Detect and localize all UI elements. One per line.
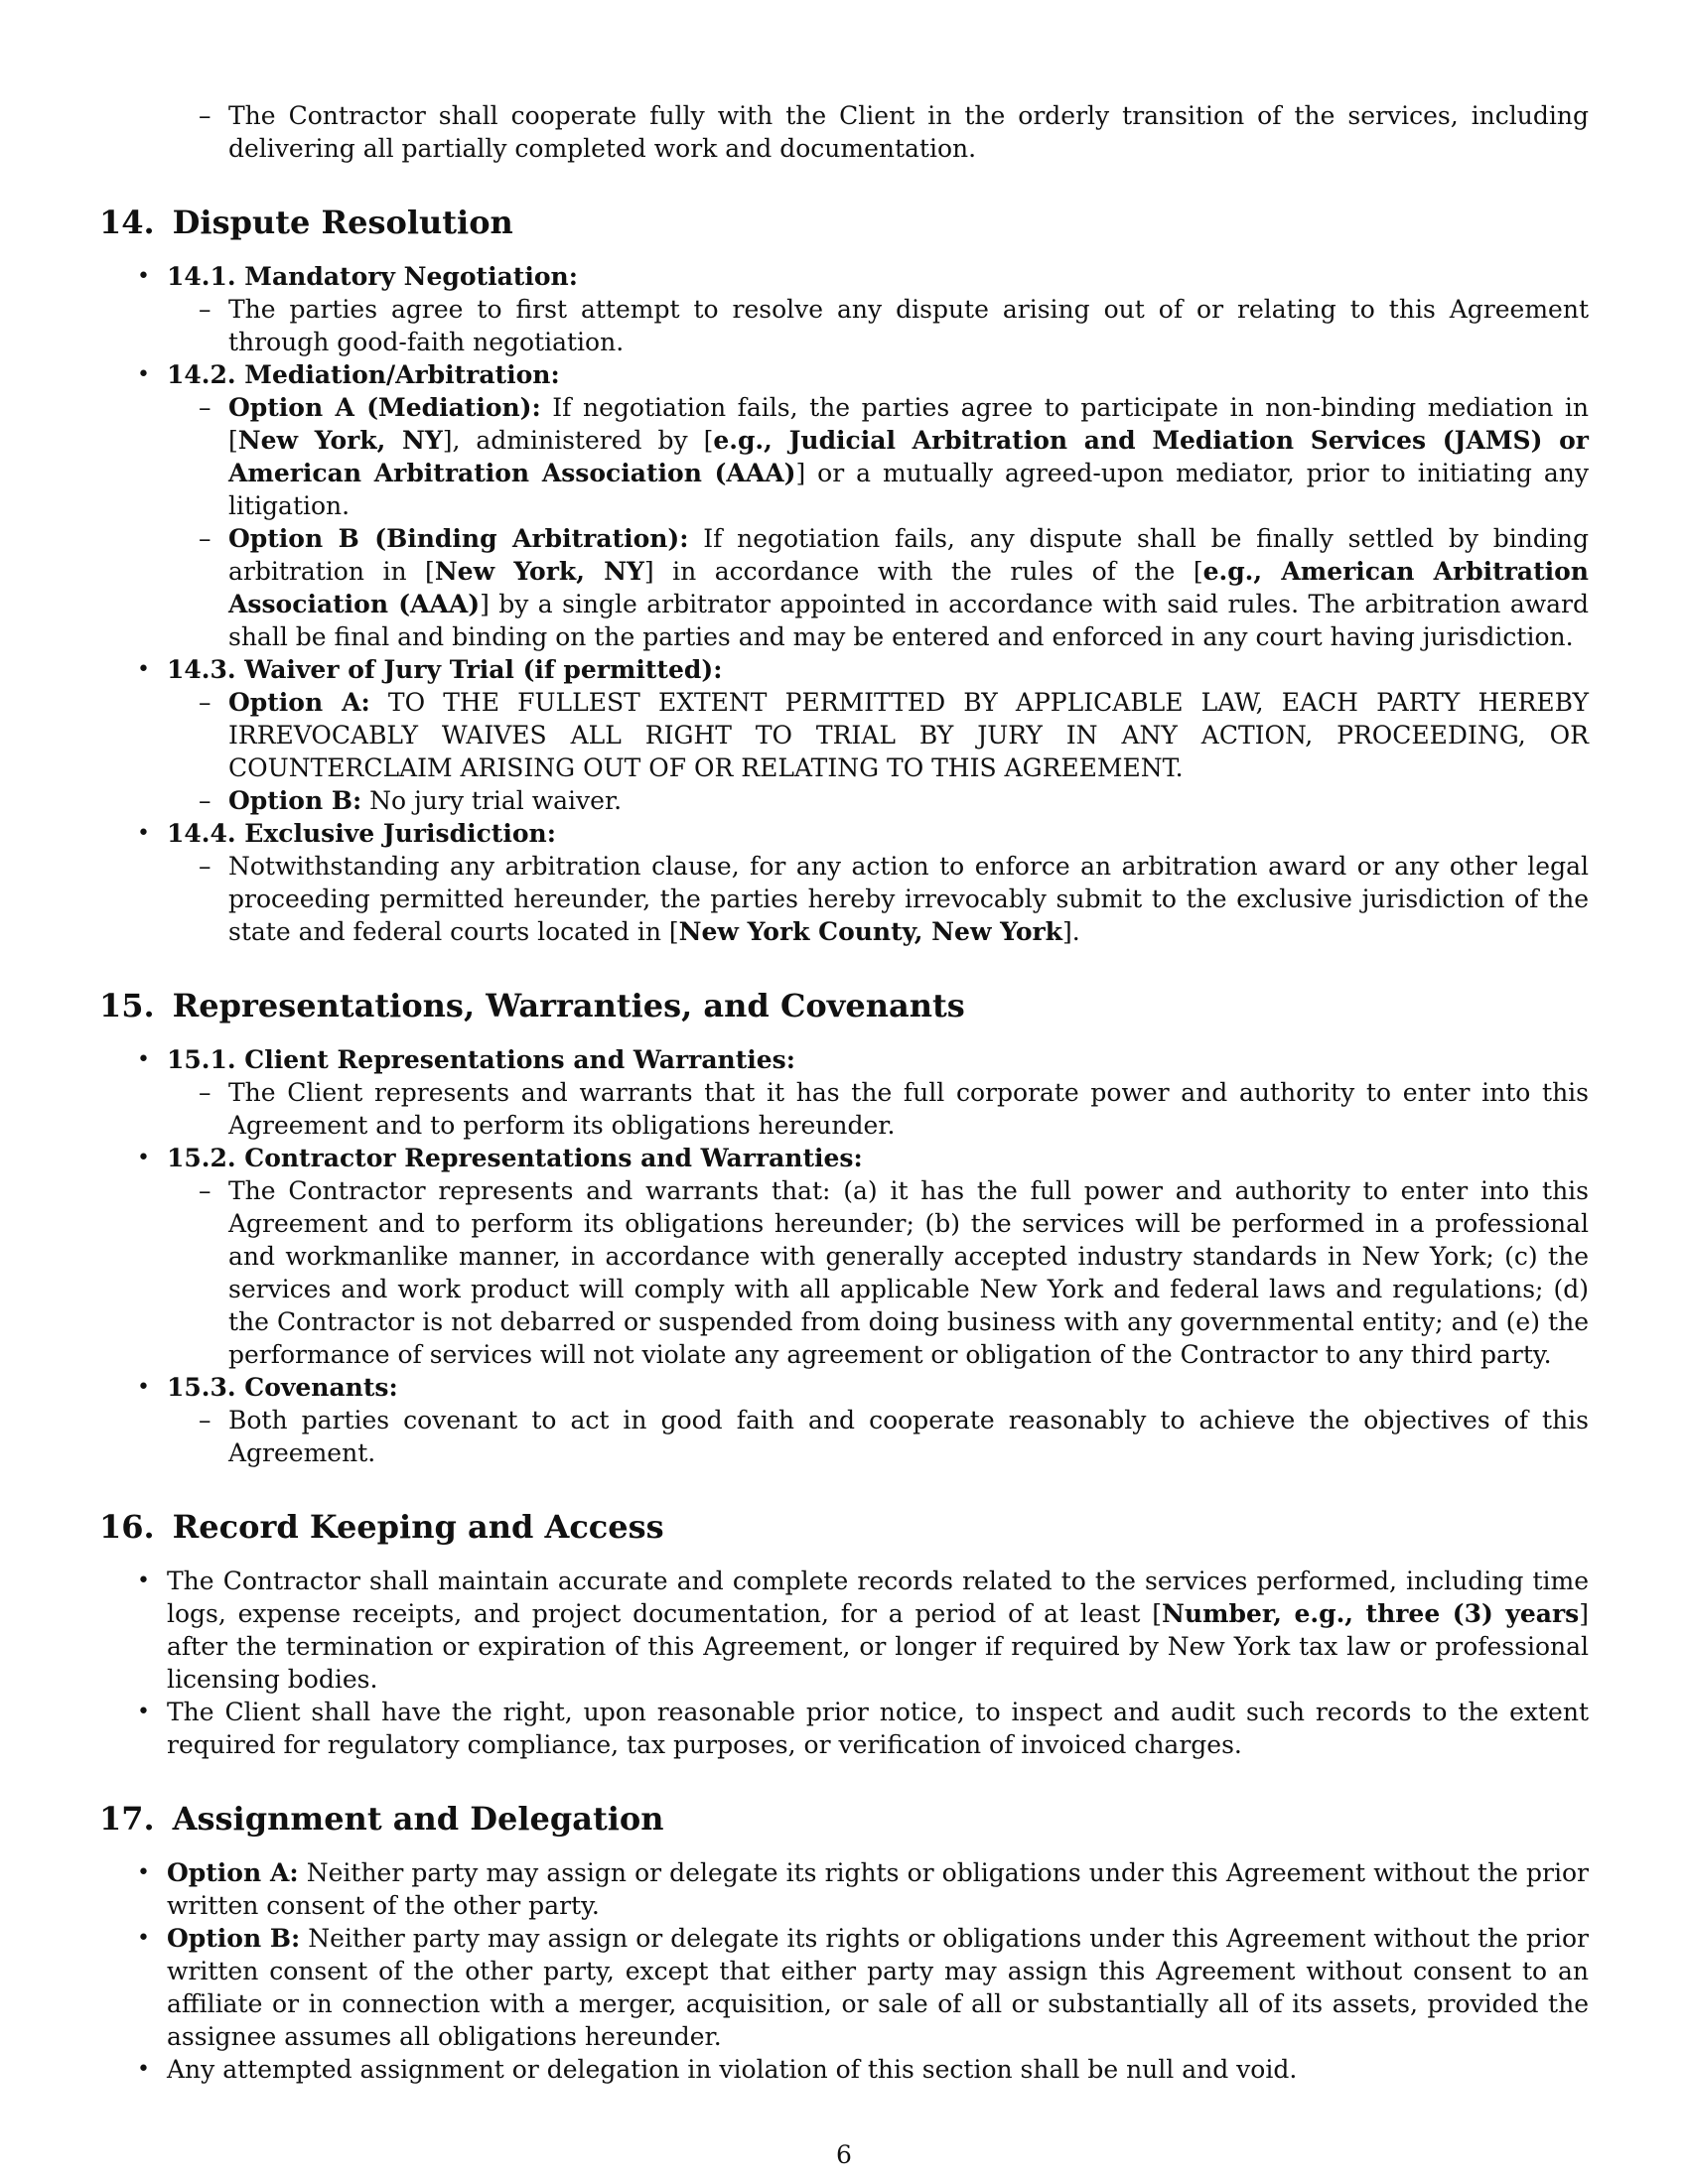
clause-14-2-option-b <box>99 522 1589 653</box>
period-text: Number, e.g., three (3) years <box>1162 1599 1580 1628</box>
transition-text: The Contractor shall cooperate fully with the Client in the orderly transition of the services, including delivering all partially completed work and documentation. <box>228 101 1589 163</box>
bullet-marker: • <box>137 657 150 682</box>
clause-text: The Contractor represents and warrants that: (a) it has the full power and authority to enter into this Agreement and to perform its obligations hereunder; (b) the services will be performed in a professional and workmanlike manner, in accordance with generally accepted industry standards in New York; (c) the services and work product will comply with all applicable New York and federal laws and regulations; (d) the Contractor is not debarred or suspended from doing business with any governmental entity; and (e) the performance of services will not violate any agreement or obligation of the Contractor to any third party. <box>228 1176 1589 1369</box>
section-16-heading <box>99 1507 1589 1547</box>
section-15-heading <box>99 986 1589 1025</box>
clause-14-4 <box>99 817 1589 850</box>
section-number: 16. <box>99 1508 155 1546</box>
clause-text: The parties agree to first attempt to resolve any dispute arising out of or relating to this Agreement through good-faith negotiation. <box>228 295 1589 356</box>
location-text: New York County, New York <box>678 917 1063 946</box>
clause-text: Any attempted assignment or delegation in violation of this section shall be null and void. <box>167 2055 1298 2084</box>
option-label: Option B (Binding Arbitration): <box>228 524 689 553</box>
dash-marker: – <box>199 852 211 881</box>
clause-15-2 <box>99 1142 1589 1174</box>
bullet-marker: • <box>137 1047 150 1072</box>
clause-15-3 <box>99 1371 1589 1404</box>
bullet-marker: • <box>137 362 150 387</box>
clause-text: ] or a mutually agreed-upon mediator, prior to initiating any litigation. <box>228 459 1589 520</box>
option-label: Option A: <box>228 688 370 717</box>
clause-text: TO THE FULLEST EXTENT PERMITTED BY APPLICABLE LAW, EACH PARTY HEREBY IRREVOCABLY WAIVES ALL RIGHT TO TRIAL BY JURY IN ANY ACTION, PROCEEDING, OR COUNTERCLAIM ARISING OUT OF OR RELATING TO THIS AGREEMENT. <box>228 688 1590 782</box>
option-label: Option A (Mediation): <box>228 393 541 422</box>
option-label: Option B: <box>228 786 362 815</box>
section-title: Assignment and Delegation <box>172 1800 664 1838</box>
bullet-marker: • <box>137 1569 150 1593</box>
bullet-marker: • <box>137 264 150 289</box>
clause-heading: 14.2. Mediation/Arbitration: <box>167 360 560 389</box>
section-title: Dispute Resolution <box>172 204 513 241</box>
clause-text: ], administered by [ <box>442 426 714 455</box>
bullet-marker: • <box>137 1375 150 1400</box>
clause-15-1-item <box>99 1076 1589 1142</box>
section-title: Record Keeping and Access <box>172 1508 664 1546</box>
option-label: Option A: <box>167 1858 299 1887</box>
clause-text: The Client shall have the right, upon reasonable prior notice, to inspect and audit such records to the extent required for regulatory compliance, tax purposes, or verification of invoiced charges. <box>167 1698 1589 1759</box>
assignment-option-a <box>99 1856 1589 1922</box>
clause-text: If negotiation fails, any dispute shall be finally settled by binding arbitration in [ <box>228 524 1589 586</box>
clause-15-1 <box>99 1043 1589 1076</box>
dash-marker: – <box>199 786 211 815</box>
clause-text: Notwithstanding any arbitration clause, for any action to enforce an arbitration award or any other legal proceeding permitted hereunder, the parties hereby irrevocably submit to the exclusive jurisdiction of the state and federal courts located in [ <box>228 852 1589 946</box>
clause-14-1-item <box>99 293 1589 358</box>
dash-marker: – <box>199 1176 211 1205</box>
dash-marker: – <box>199 1406 211 1434</box>
assignment-void-item <box>99 2053 1589 2086</box>
clause-heading: 15.1. Client Representations and Warranties: <box>167 1045 795 1074</box>
dash-marker: – <box>199 1078 211 1107</box>
section-14-heading <box>99 203 1589 242</box>
organization-text: e.g., American Arbitration Association (AAA) <box>228 557 1589 618</box>
record-keeping-item <box>99 1565 1589 1696</box>
clause-15-3-item <box>99 1404 1589 1469</box>
clause-14-1 <box>99 260 1589 293</box>
clause-14-4-item <box>99 850 1589 948</box>
clause-heading: 15.2. Contractor Representations and Warranties: <box>167 1144 863 1172</box>
clause-text: Neither party may assign or delegate its rights or obligations under this Agreement without the prior written consent of the other party, except that either party may assign this Agreement without consent to an affiliate or in connection with a merger, acquisition, or sale of all or substantially all of its assets, provided the assignee assumes all obligations hereunder. <box>167 1924 1590 2051</box>
clause-heading: 14.4. Exclusive Jurisdiction: <box>167 819 556 848</box>
transition-item <box>99 99 1589 165</box>
clause-text: ]. <box>1062 917 1080 946</box>
section-17-heading <box>99 1799 1589 1839</box>
location-text: New York, NY <box>237 426 443 455</box>
bullet-marker: • <box>137 1146 150 1170</box>
clause-text: Both parties covenant to act in good faith and cooperate reasonably to achieve the objectives of this Agreement. <box>228 1406 1589 1467</box>
dash-marker: – <box>199 393 211 422</box>
bullet-marker: • <box>137 1860 150 1885</box>
document-page <box>99 99 1589 2086</box>
section-number: 15. <box>99 987 155 1024</box>
audit-right-item <box>99 1696 1589 1761</box>
clause-text: Neither party may assign or delegate its rights or obligations under this Agreement without the prior written consent of the other party. <box>167 1858 1590 1920</box>
clause-14-3-option-b <box>99 784 1589 817</box>
clause-heading: 14.3. Waiver of Jury Trial (if permitted): <box>167 655 723 684</box>
organization-text: e.g., Judicial Arbitration and Mediation Services (JAMS) or American Arbitration Association (AAA) <box>228 426 1589 487</box>
bullet-marker: • <box>137 821 150 846</box>
section-title: Representations, Warranties, and Covenants <box>172 987 965 1024</box>
dash-marker: – <box>199 524 211 553</box>
clause-14-2-option-a <box>99 391 1589 522</box>
clause-text: If negotiation fails, the parties agree to participate in non-binding mediation in [ <box>228 393 1589 455</box>
clause-14-2 <box>99 358 1589 391</box>
section-number: 14. <box>99 204 155 241</box>
clause-text: ] after the termination or expiration of this Agreement, or longer if required by New York tax law or professional licensing bodies. <box>167 1599 1589 1694</box>
clause-heading: 14.1. Mandatory Negotiation: <box>167 262 578 291</box>
dash-marker: – <box>199 295 211 324</box>
bullet-marker: • <box>137 1926 150 1951</box>
clause-14-3 <box>99 653 1589 686</box>
assignment-option-b <box>99 1922 1589 2053</box>
page-number: 6 <box>836 2140 852 2169</box>
option-label: Option B: <box>167 1924 301 1953</box>
bullet-marker: • <box>137 1700 150 1724</box>
section-number: 17. <box>99 1800 155 1838</box>
clause-15-2-item <box>99 1174 1589 1371</box>
clause-14-3-option-a <box>99 686 1589 784</box>
clause-heading: 15.3. Covenants: <box>167 1373 398 1402</box>
clause-text: The Client represents and warrants that it has the full corporate power and authority to enter into this Agreement and to perform its obligations hereunder. <box>228 1078 1589 1140</box>
bullet-marker: • <box>137 2057 150 2082</box>
clause-text: ] by a single arbitrator appointed in accordance with said rules. The arbitration award shall be final and binding on the parties and may be entered and enforced in any court having jurisdiction. <box>228 590 1589 651</box>
dash-marker: – <box>199 688 211 717</box>
dash-marker: – <box>199 101 211 130</box>
clause-text: ] in accordance with the rules of the [ <box>643 557 1203 586</box>
clause-text: No jury trial waiver. <box>361 786 623 815</box>
clause-text: The Contractor shall maintain accurate and complete records related to the services performed, including time logs, expense receipts, and project documentation, for a period of at least [ <box>167 1567 1589 1628</box>
location-text: New York, NY <box>434 557 644 586</box>
